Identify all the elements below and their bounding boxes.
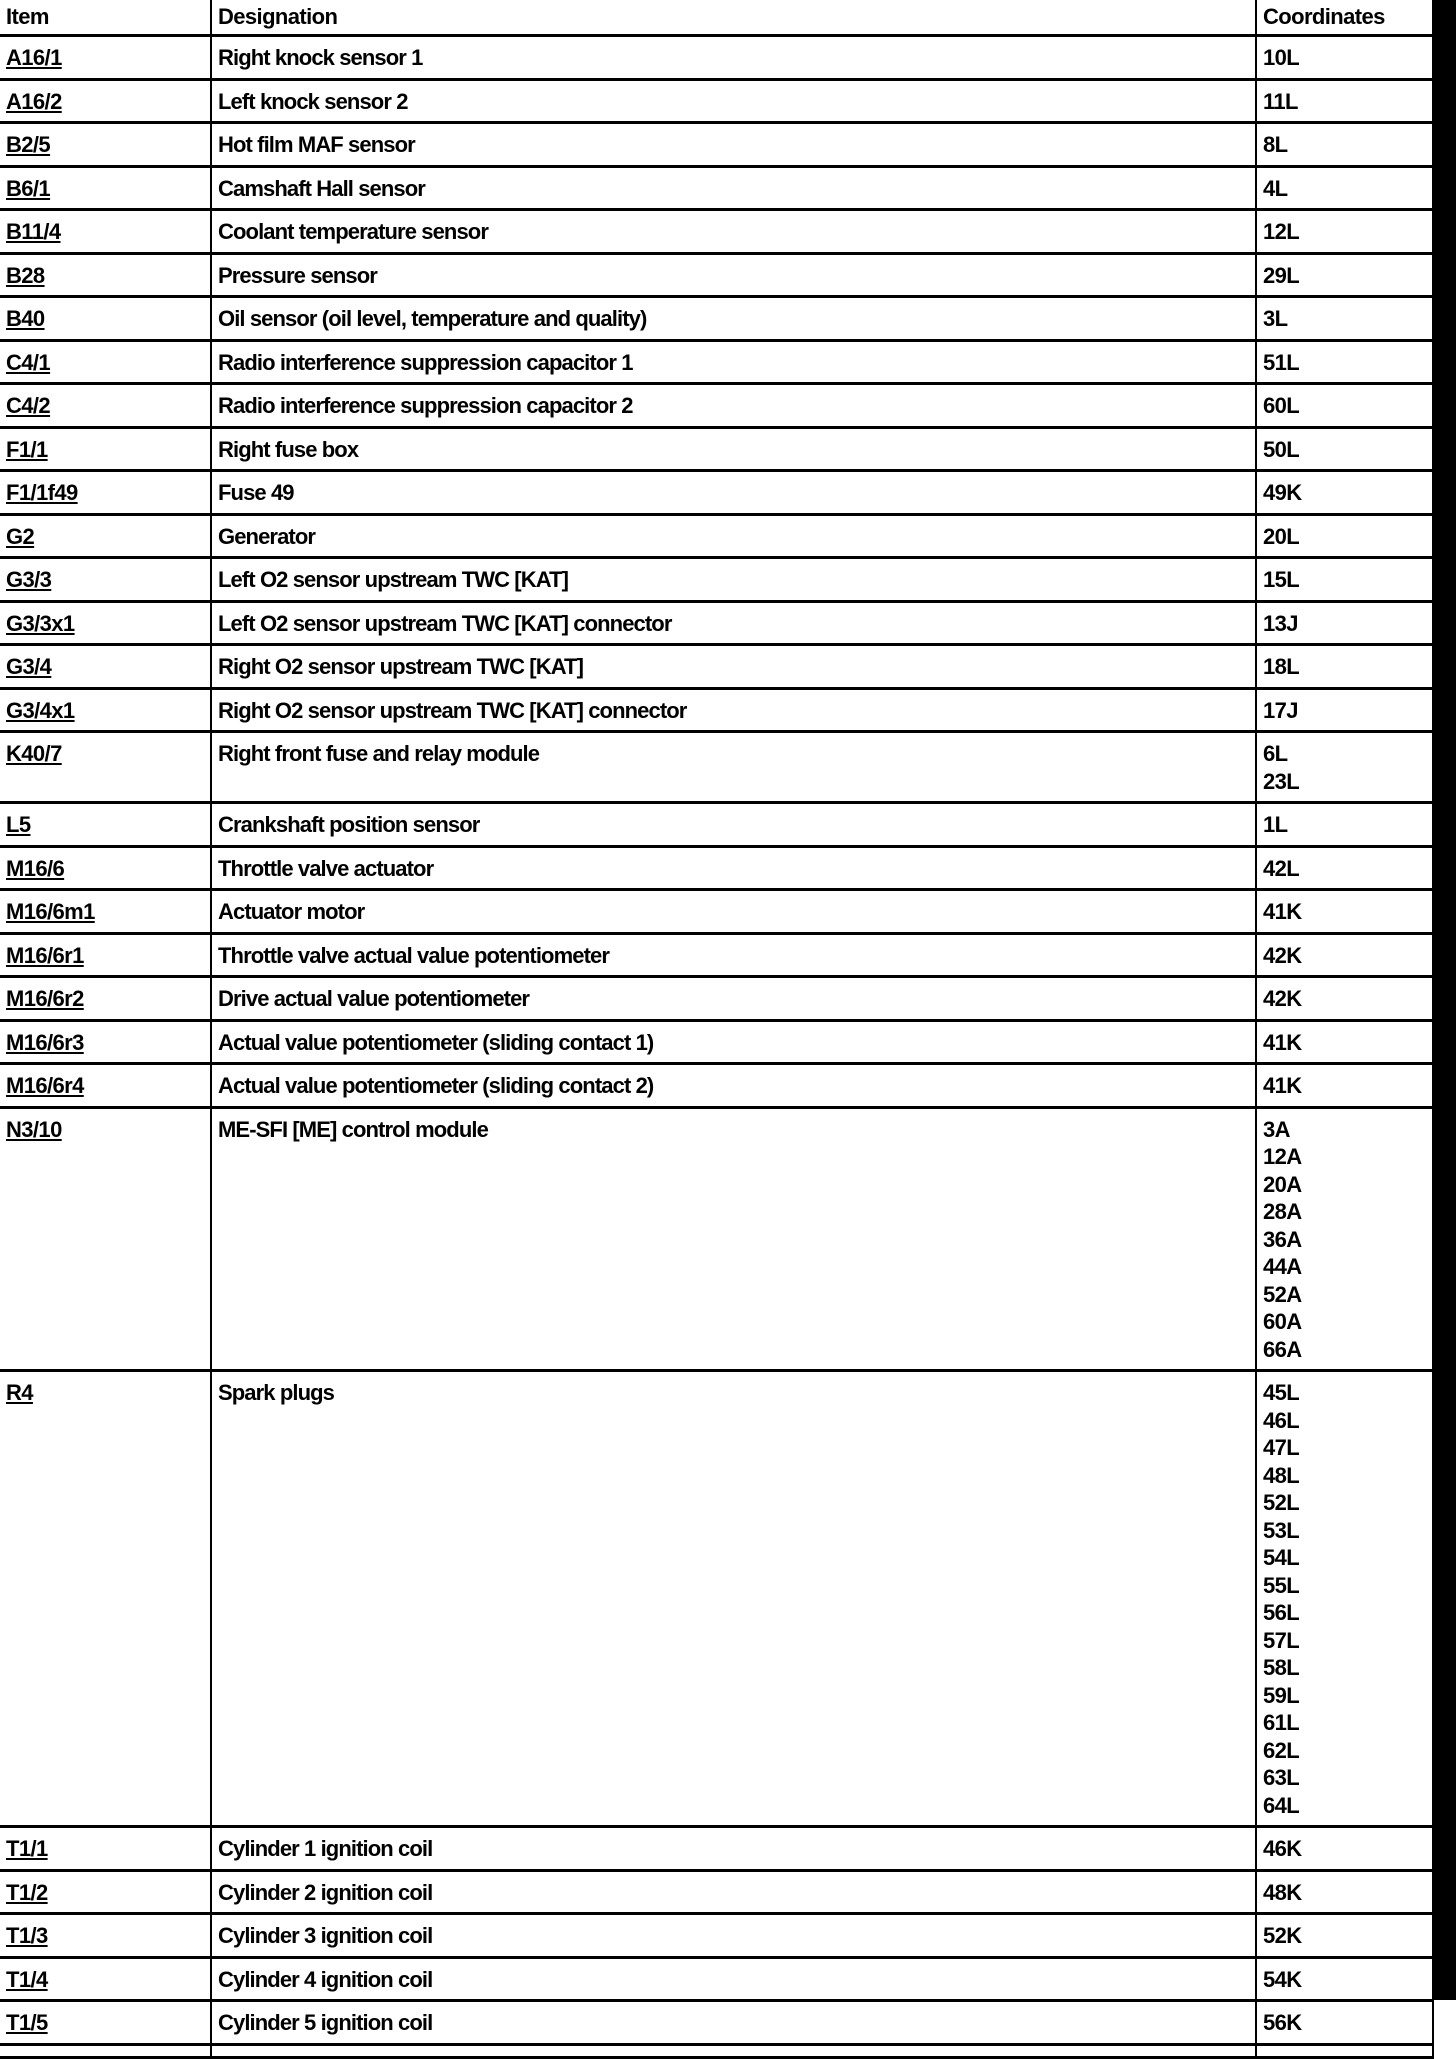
table-row [0, 340, 1433, 384]
coordinate-value: 48K [1263, 1879, 1302, 1905]
coordinate-value: 63L [1263, 1765, 1300, 1790]
coordinates-cell [1256, 1064, 1433, 1108]
table-row [0, 977, 1433, 1021]
table-row [0, 1870, 1433, 1914]
item-cell [0, 1371, 211, 1827]
item-cell [0, 297, 211, 341]
coordinate-value: 4L [1263, 175, 1288, 201]
designation-cell: Radio interference suppression capacitor 1 [211, 340, 1256, 384]
coordinate-value: 49K [1263, 480, 1302, 505]
coordinates-cell [1256, 890, 1433, 934]
item-link[interactable]: K40/7 [6, 741, 62, 766]
coordinate-value: 41K [1263, 1029, 1302, 1055]
item-link[interactable]: B2/5 [6, 132, 51, 157]
coordinate-value: 54K [1263, 1966, 1302, 1992]
coordinate-value: 56K [1263, 2010, 1302, 2035]
coordinate-value: 46K [1263, 1836, 1302, 1861]
table-row [0, 601, 1433, 645]
item-link[interactable]: G3/3 [6, 567, 52, 592]
item-cell [0, 732, 211, 803]
table-row [0, 210, 1433, 254]
table-row [0, 890, 1433, 934]
empty-cell [1256, 2044, 1433, 2057]
coordinate-value: 12L [1263, 219, 1300, 244]
coordinates-cell [1256, 803, 1433, 847]
item-cell [0, 1870, 211, 1914]
header-row [0, 0, 1433, 36]
table-row [0, 36, 1433, 80]
coordinate-value: 66A [1263, 1336, 1302, 1362]
designation-cell: Crankshaft position sensor [211, 803, 1256, 847]
coordinates-cell [1256, 732, 1433, 803]
coordinates-cell [1256, 846, 1433, 890]
coordinates-cell [1256, 1107, 1433, 1371]
table-row [0, 166, 1433, 210]
designation-cell: Pressure sensor [211, 253, 1256, 297]
coordinates-cell [1256, 601, 1433, 645]
item-link[interactable]: B40 [6, 306, 45, 331]
item-link[interactable]: R4 [6, 1380, 33, 1405]
coordinate-value: 47L [1263, 1435, 1300, 1460]
table-row [0, 2001, 1433, 2045]
item-cell [0, 210, 211, 254]
designation-cell: Drive actual value potentiometer [211, 977, 1256, 1021]
coordinates-cell [1256, 1020, 1433, 1064]
coordinate-value: 55L [1263, 1572, 1300, 1598]
designation-cell: Camshaft Hall sensor [211, 166, 1256, 210]
coordinate-value: 20A [1263, 1171, 1302, 1197]
item-cell [0, 427, 211, 471]
coordinate-value: 20L [1263, 523, 1300, 549]
item-link[interactable]: C4/2 [6, 393, 51, 418]
item-link[interactable]: A16/1 [6, 45, 62, 70]
item-link[interactable]: L5 [6, 812, 31, 837]
item-link[interactable]: B28 [6, 262, 45, 288]
designation-cell: Throttle valve actuator [211, 846, 1256, 890]
designation-cell: Right O2 sensor upstream TWC [KAT] [211, 645, 1256, 689]
item-link[interactable]: M16/6r2 [6, 986, 84, 1011]
coordinate-value: 64L [1263, 1792, 1300, 1818]
table-row [0, 846, 1433, 890]
designation-cell: Cylinder 4 ignition coil [211, 1957, 1256, 2001]
coordinates-cell [1256, 977, 1433, 1021]
table-row [0, 253, 1433, 297]
coordinates-cell [1256, 514, 1433, 558]
coordinate-value: 60L [1263, 393, 1300, 418]
coordinate-value: 61L [1263, 1710, 1300, 1735]
coordinate-value: 41K [1263, 1073, 1302, 1098]
coordinates-cell [1256, 645, 1433, 689]
item-link[interactable]: T1/3 [6, 1923, 48, 1948]
item-cell [0, 1107, 211, 1371]
designation-cell: Actual value potentiometer (sliding contact 1) [211, 1020, 1256, 1064]
coordinate-value: 51L [1263, 349, 1300, 375]
coordinate-value: 36A [1263, 1226, 1302, 1252]
table-body [0, 36, 1433, 2058]
coordinate-value: 52L [1263, 1490, 1300, 1515]
table-row [0, 471, 1433, 515]
item-link[interactable]: T1/2 [6, 1879, 48, 1905]
table-row [0, 297, 1433, 341]
item-cell [0, 688, 211, 732]
coordinate-value: 18L [1263, 654, 1300, 679]
coordinate-value: 57L [1263, 1627, 1300, 1653]
table-row [0, 514, 1433, 558]
item-cell [0, 1827, 211, 1871]
item-cell [0, 36, 211, 80]
table-row [0, 79, 1433, 123]
coordinates-cell [1256, 340, 1433, 384]
item-link[interactable]: G3/4x1 [6, 697, 75, 723]
item-cell [0, 253, 211, 297]
header-designation: Designation [211, 0, 1256, 36]
coordinates-cell [1256, 2001, 1433, 2045]
item-cell [0, 166, 211, 210]
designation-cell: Left O2 sensor upstream TWC [KAT] connector [211, 601, 1256, 645]
coordinate-value: 45L [1263, 1380, 1300, 1405]
designation-cell: Hot film MAF sensor [211, 123, 1256, 167]
table-row [0, 123, 1433, 167]
coordinate-value: 11L [1263, 88, 1298, 114]
coordinates-cell [1256, 1914, 1433, 1958]
coordinates-cell [1256, 384, 1433, 428]
coordinate-value: 54L [1263, 1545, 1300, 1570]
header-coordinates: Coordinates [1256, 0, 1433, 36]
coordinate-value: 48L [1263, 1462, 1300, 1488]
coordinates-cell [1256, 471, 1433, 515]
item-cell [0, 2001, 211, 2045]
item-link[interactable]: F1/1 [6, 436, 48, 462]
coordinate-value: 6L [1263, 741, 1288, 766]
designation-cell: Right knock sensor 1 [211, 36, 1256, 80]
item-cell [0, 1020, 211, 1064]
coordinate-value: 3L [1263, 306, 1288, 331]
coordinates-cell [1256, 933, 1433, 977]
item-link[interactable]: M16/6 [6, 855, 65, 881]
item-cell [0, 601, 211, 645]
coordinates-cell [1256, 123, 1433, 167]
coordinate-value: 59L [1263, 1682, 1300, 1708]
table-row [0, 427, 1433, 471]
coordinate-value: 52A [1263, 1281, 1302, 1307]
coordinate-value: 28A [1263, 1199, 1302, 1224]
table-row [0, 645, 1433, 689]
designation-cell: Cylinder 5 ignition coil [211, 2001, 1256, 2045]
item-link[interactable]: B6/1 [6, 175, 51, 201]
coordinate-value: 50L [1263, 436, 1300, 462]
coordinate-value: 56L [1263, 1600, 1300, 1625]
coordinate-value: 53L [1263, 1517, 1300, 1543]
item-link[interactable]: T1/4 [6, 1966, 48, 1992]
item-link[interactable]: G3/3x1 [6, 610, 75, 636]
page-edge-bar [1433, 0, 1456, 2000]
item-cell [0, 79, 211, 123]
designation-cell: Left O2 sensor upstream TWC [KAT] [211, 558, 1256, 602]
coordinate-value: 13J [1263, 610, 1298, 636]
item-cell [0, 471, 211, 515]
designation-cell: Actuator motor [211, 890, 1256, 934]
coordinate-value: 62L [1263, 1737, 1300, 1763]
item-cell [0, 123, 211, 167]
item-link[interactable]: T1/5 [6, 2010, 48, 2035]
item-link[interactable]: G2 [6, 523, 35, 549]
item-link[interactable]: C4/1 [6, 349, 51, 375]
designation-cell: Right O2 sensor upstream TWC [KAT] connector [211, 688, 1256, 732]
designation-cell: Cylinder 3 ignition coil [211, 1914, 1256, 1958]
item-cell [0, 558, 211, 602]
item-link[interactable]: T1/1 [6, 1836, 48, 1861]
coordinate-value: 42K [1263, 986, 1302, 1011]
item-link[interactable]: M16/6r1 [6, 942, 84, 968]
item-cell [0, 1914, 211, 1958]
coordinates-cell [1256, 79, 1433, 123]
item-cell [0, 890, 211, 934]
coordinates-cell [1256, 1827, 1433, 1871]
item-cell [0, 803, 211, 847]
item-link[interactable]: M16/6r3 [6, 1029, 84, 1055]
item-cell [0, 384, 211, 428]
coordinates-cell [1256, 1371, 1433, 1827]
header-item: Item [0, 0, 211, 36]
coordinates-cell [1256, 558, 1433, 602]
coordinate-value: 3A [1263, 1116, 1290, 1142]
item-cell [0, 340, 211, 384]
item-link[interactable]: N3/10 [6, 1116, 62, 1142]
item-link[interactable]: B11/4 [6, 219, 61, 244]
coordinates-cell [1256, 166, 1433, 210]
coordinates-cell [1256, 688, 1433, 732]
item-link[interactable]: M16/6r4 [6, 1073, 84, 1098]
table-row [0, 1107, 1433, 1371]
table-row [0, 933, 1433, 977]
coordinate-value: 29L [1263, 262, 1300, 288]
designation-cell: Coolant temperature sensor [211, 210, 1256, 254]
coordinate-value: 17J [1263, 697, 1298, 723]
item-cell [0, 645, 211, 689]
coordinate-value: 10L [1263, 45, 1300, 70]
coordinate-value: 23L [1263, 768, 1300, 794]
designation-cell: Right front fuse and relay module [211, 732, 1256, 803]
table-row [0, 688, 1433, 732]
coordinate-value: 60A [1263, 1309, 1302, 1334]
coordinate-value: 8L [1263, 132, 1288, 157]
table-row [0, 558, 1433, 602]
coordinates-cell [1256, 297, 1433, 341]
empty-cell [211, 2044, 1256, 2057]
table-row [0, 384, 1433, 428]
designation-cell: Spark plugs [211, 1371, 1256, 1827]
coordinate-value: 58L [1263, 1655, 1300, 1680]
coordinate-value: 41K [1263, 899, 1302, 924]
coordinates-cell [1256, 427, 1433, 471]
item-cell [0, 846, 211, 890]
table-row [0, 1827, 1433, 1871]
table-row [0, 803, 1433, 847]
coordinate-value: 46L [1263, 1407, 1300, 1433]
coordinate-value: 12A [1263, 1144, 1302, 1169]
coordinates-cell [1256, 1870, 1433, 1914]
coordinate-value: 1L [1263, 812, 1288, 837]
designation-cell: Radio interference suppression capacitor 2 [211, 384, 1256, 428]
designation-cell: Generator [211, 514, 1256, 558]
item-cell [0, 933, 211, 977]
designation-cell: Fuse 49 [211, 471, 1256, 515]
table-row [0, 1957, 1433, 2001]
coordinates-cell [1256, 36, 1433, 80]
item-link[interactable]: F1/1f49 [6, 480, 78, 505]
designation-cell: Cylinder 2 ignition coil [211, 1870, 1256, 1914]
coordinate-value: 42L [1263, 855, 1300, 881]
designation-cell: Cylinder 1 ignition coil [211, 1827, 1256, 1871]
item-link[interactable]: G3/4 [6, 654, 52, 679]
table-row [0, 1914, 1433, 1958]
table-row [0, 1371, 1433, 1827]
designation-cell: Left knock sensor 2 [211, 79, 1256, 123]
coordinate-value: 52K [1263, 1923, 1302, 1948]
designation-cell: Actual value potentiometer (sliding contact 2) [211, 1064, 1256, 1108]
item-cell [0, 977, 211, 1021]
item-link[interactable]: A16/2 [6, 88, 62, 114]
coordinates-cell [1256, 1957, 1433, 2001]
item-cell [0, 1957, 211, 2001]
coordinate-value: 42K [1263, 942, 1302, 968]
empty-cell [0, 2044, 211, 2057]
item-cell [0, 514, 211, 558]
table-row [0, 1020, 1433, 1064]
designation-cell: Throttle valve actual value potentiometer [211, 933, 1256, 977]
table-row [0, 732, 1433, 803]
item-link[interactable]: M16/6m1 [6, 899, 95, 924]
item-cell [0, 1064, 211, 1108]
empty-row [0, 2044, 1433, 2057]
table-row [0, 1064, 1433, 1108]
designation-cell: Oil sensor (oil level, temperature and quality) [211, 297, 1256, 341]
coordinate-value: 15L [1263, 567, 1300, 592]
designation-cell: ME-SFI [ME] control module [211, 1107, 1256, 1371]
coordinates-cell [1256, 253, 1433, 297]
coordinate-value: 44A [1263, 1254, 1302, 1279]
designation-cell: Right fuse box [211, 427, 1256, 471]
coordinates-cell [1256, 210, 1433, 254]
